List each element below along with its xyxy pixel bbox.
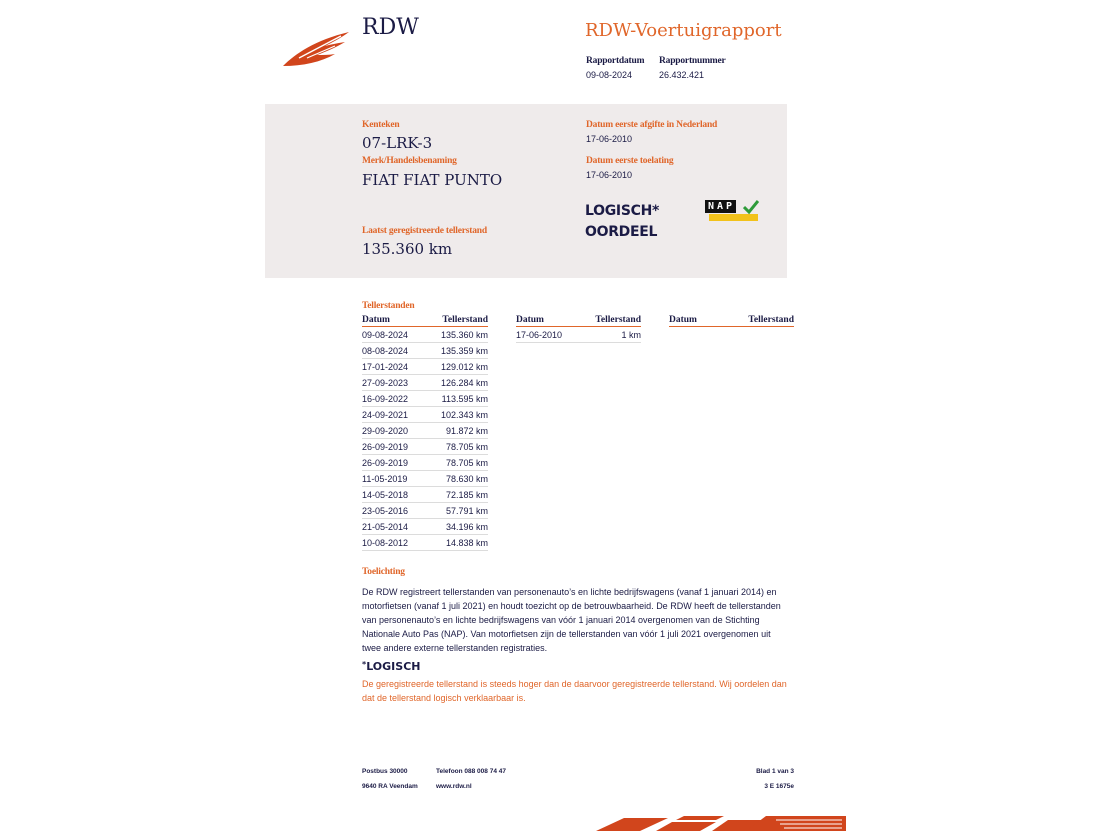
explanation-body xyxy=(362,585,802,655)
reading-date: 17-06-2010 xyxy=(516,327,579,343)
footer-postbus: Postbus 30000 xyxy=(362,768,408,775)
reading-row xyxy=(362,407,488,423)
reading-km: 91.872 km xyxy=(424,423,488,439)
readings-table-1 xyxy=(362,314,488,551)
footer-page: Blad 1 van 3 xyxy=(756,768,794,775)
first-nl-value: 17-06-2010 xyxy=(586,134,633,144)
reading-date: 26-09-2019 xyxy=(362,439,424,455)
verdict-line-2: OORDEEL xyxy=(585,224,658,240)
reading-km: 135.360 km xyxy=(424,327,488,343)
footer-code: 3 E 1675e xyxy=(764,783,794,790)
reading-row xyxy=(362,535,488,551)
make-value: FIAT FIAT PUNTO xyxy=(362,171,503,189)
report-title: RDW-Voertuigrapport xyxy=(585,20,782,41)
reading-row xyxy=(362,503,488,519)
reading-km: 34.196 km xyxy=(424,519,488,535)
reading-km: 14.838 km xyxy=(424,535,488,551)
readings-table-2 xyxy=(516,314,641,343)
reading-date: 27-09-2023 xyxy=(362,375,424,391)
nap-logo-text: NAP xyxy=(705,200,736,213)
first-admission-label: Datum eerste toelating xyxy=(586,156,674,166)
reading-date: 16-09-2022 xyxy=(362,391,424,407)
panel-notch xyxy=(265,264,327,278)
col-reading-header: Tellerstand xyxy=(717,314,794,327)
reading-date: 14-05-2018 xyxy=(362,487,424,503)
footer-phone: Telefoon 088 008 74 47 xyxy=(436,768,506,775)
make-label: Merk/Handelsbenaming xyxy=(362,156,457,166)
logisch-line: dat de tellerstand logisch verklaarbaar is. xyxy=(362,693,526,703)
reading-date: 23-05-2016 xyxy=(362,503,424,519)
reading-date: 17-01-2024 xyxy=(362,359,424,375)
reading-date: 08-08-2024 xyxy=(362,343,424,359)
footer-city: 9640 RA Veendam xyxy=(362,783,418,790)
reading-row xyxy=(362,359,488,375)
col-reading-header: Tellerstand xyxy=(579,314,641,327)
explanation-title: Toelichting xyxy=(362,567,405,577)
reading-km: 78.705 km xyxy=(424,439,488,455)
reading-row xyxy=(362,455,488,471)
decorative-stripes-icon xyxy=(596,814,846,831)
reading-date: 24-09-2021 xyxy=(362,407,424,423)
reading-row xyxy=(362,471,488,487)
asterisk-marker: * xyxy=(362,660,367,669)
reading-row xyxy=(362,487,488,503)
footer-web[interactable]: www.rdw.nl xyxy=(436,783,472,790)
reading-date: 11-05-2019 xyxy=(362,471,424,487)
plate-label: Kenteken xyxy=(362,120,400,130)
reading-date: 09-08-2024 xyxy=(362,327,424,343)
logisch-line: De geregistreerde tellerstand is steeds hoger dan de daarvoor geregistreerde tellerstand. Wij oordelen dan xyxy=(362,679,787,689)
reading-row xyxy=(362,391,488,407)
reading-km: 57.791 km xyxy=(424,503,488,519)
reading-km: 135.359 km xyxy=(424,343,488,359)
report-number: 26.432.421 xyxy=(659,70,705,80)
logisch-title: LOGISCH xyxy=(366,660,421,673)
checkmark-icon xyxy=(743,200,759,215)
reading-row xyxy=(362,343,488,359)
reading-date: 26-09-2019 xyxy=(362,455,424,471)
readings-title: Tellerstanden xyxy=(362,301,415,311)
reading-km: 102.343 km xyxy=(424,407,488,423)
reading-km: 129.012 km xyxy=(424,359,488,375)
report-date: 09-08-2024 xyxy=(586,70,633,80)
col-date-header: Datum xyxy=(362,314,424,327)
reading-km: 113.595 km xyxy=(424,391,488,407)
first-nl-label: Datum eerste afgifte in Nederland xyxy=(586,120,718,130)
reading-row xyxy=(362,519,488,535)
reading-row xyxy=(362,423,488,439)
readings-table-3 xyxy=(669,314,794,327)
reading-row xyxy=(362,327,488,343)
explanation-line: twee andere externe tellerstanden registraties. xyxy=(362,643,548,653)
nap-logo xyxy=(705,200,758,220)
reading-km: 126.284 km xyxy=(424,375,488,391)
reading-km: 78.630 km xyxy=(424,471,488,487)
col-date-header: Datum xyxy=(516,314,579,327)
vehicle-panel xyxy=(265,104,787,278)
reading-date: 10-08-2012 xyxy=(362,535,424,551)
reading-km: 72.185 km xyxy=(424,487,488,503)
logisch-body xyxy=(362,677,802,705)
report-number-label: Rapportnummer xyxy=(659,56,726,66)
reading-row xyxy=(516,327,641,343)
odometer-value: 135.360 km xyxy=(362,240,453,258)
reading-km: 78.705 km xyxy=(424,455,488,471)
logisch-heading xyxy=(362,660,420,673)
reading-row xyxy=(362,439,488,455)
rdw-logo-icon xyxy=(281,28,353,68)
odometer-label: Laatst geregistreerde tellerstand xyxy=(362,226,487,236)
verdict-line-1: LOGISCH* xyxy=(585,203,660,219)
explanation-line: motorfietsen (vanaf 1 juli 2021) en houdt toezicht op de betrouwbaarheid. De RDW heeft de tellerstanden xyxy=(362,601,781,611)
reading-date: 29-09-2020 xyxy=(362,423,424,439)
brand-name: RDW xyxy=(362,15,419,40)
reading-date: 21-05-2014 xyxy=(362,519,424,535)
reading-row xyxy=(362,375,488,391)
report-date-label: Rapportdatum xyxy=(586,56,645,66)
explanation-line: van personenauto’s en lichte bedrijfswagens van vóór 1 januari 2014 overgenomen van de Stichting xyxy=(362,615,760,625)
col-date-header: Datum xyxy=(669,314,717,327)
reading-km: 1 km xyxy=(579,327,641,343)
col-reading-header: Tellerstand xyxy=(424,314,488,327)
first-admission-value: 17-06-2010 xyxy=(586,170,633,180)
plate-value: 07-LRK-3 xyxy=(362,134,433,152)
explanation-line: De RDW registreert tellerstanden van personenauto’s en lichte bedrijfswagens (vanaf 1 januari 2014) en xyxy=(362,587,777,597)
explanation-line: Nationale Auto Pas (NAP). Van motorfietsen zijn de tellerstanden van vóór 1 juli 2021 overgenomen uit xyxy=(362,629,771,639)
